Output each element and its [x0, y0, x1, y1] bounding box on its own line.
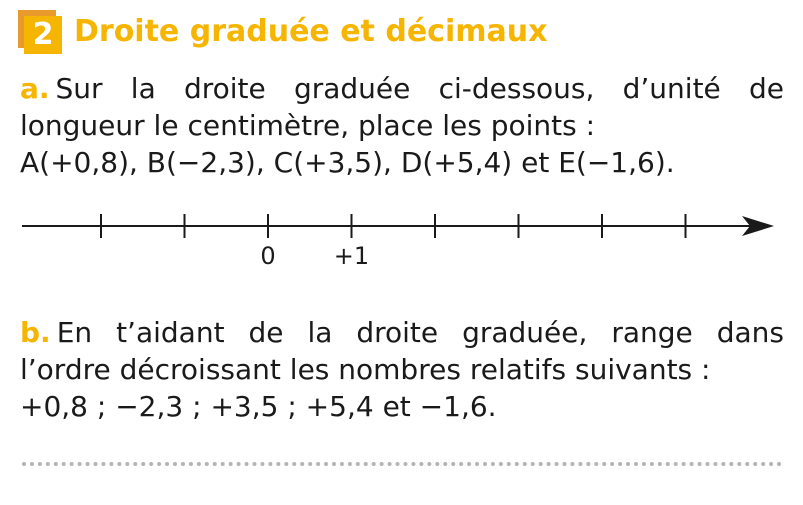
number-line [0, 200, 803, 280]
question-a [20, 70, 784, 181]
question-a-line-2: longueur le centimètre, place les points : [20, 109, 596, 142]
question-b-text-1: En t’aidant de la droite graduée, range dans [56, 316, 784, 349]
exercise-header [18, 10, 798, 54]
exercise-title: Droite graduée et décimaux [74, 14, 548, 49]
question-b-line-3: +0,8 ; −2,3 ; +3,5 ; +5,4 et −1,6. [20, 390, 497, 423]
number-line-labels [260, 242, 369, 270]
exercise-number-badge [18, 10, 64, 54]
question-a-text-1: Sur la droite graduée ci-dessous, d’unité de [55, 72, 784, 105]
question-b-line-2: l’ordre décroissant les nombres relatifs suivants : [20, 353, 711, 386]
question-a-line-3: A(+0,8), B(−2,3), C(+3,5), D(+5,4) et E(−1,6). [20, 146, 675, 179]
number-line-label: 0 [260, 242, 276, 270]
number-line-label: +1 [333, 242, 370, 270]
question-b [20, 314, 784, 425]
question-b-marker: b. [20, 316, 51, 349]
answer-dotted-line [22, 462, 782, 466]
question-a-marker: a. [20, 72, 50, 105]
question-a-line-1 [20, 70, 784, 107]
exercise-number: 2 [24, 16, 62, 54]
question-b-line-1 [20, 314, 784, 351]
